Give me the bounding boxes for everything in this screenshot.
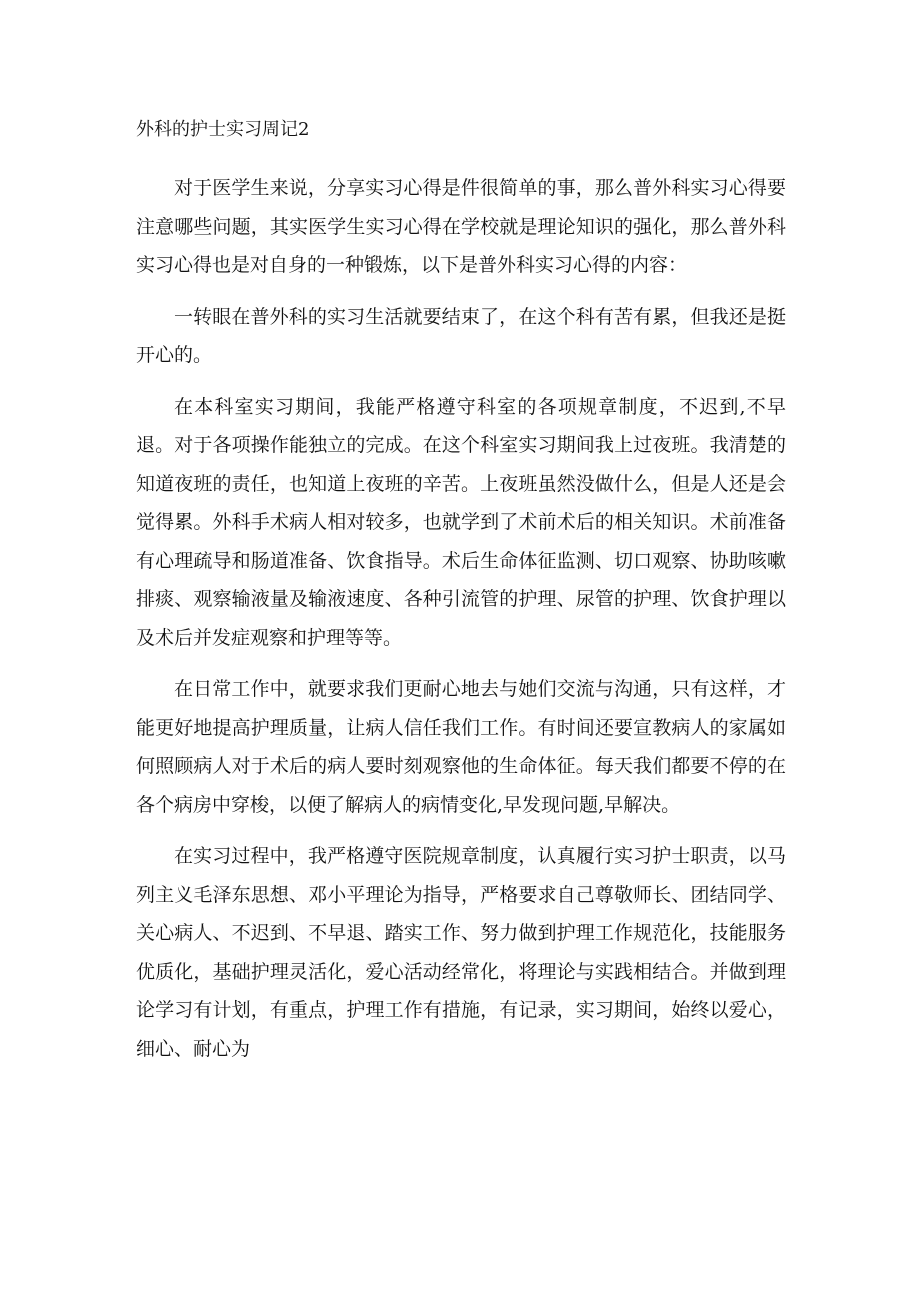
document-body bbox=[136, 115, 786, 1081]
document-title: 外科的护士实习周记2 bbox=[136, 119, 310, 140]
paragraph-opening: 一转眼在普外科的实习生活就要结束了，在这个科有苦有累，但我还是挺开心的。 bbox=[136, 305, 786, 366]
paragraph-daily-work: 在日常工作中，就要求我们更耐心地去与她们交流与沟通，只有这样，才能更好地提高护理质量，让病人信任我们工作。有时间还要宣教病人的家属如何照顾病人对于术后的病人要时刻观察他的生命体征。每天我们都要不停的在各个病房中穿梭，以便了解病人的病情变化,早发现问题,早解决。 bbox=[136, 678, 786, 816]
paragraph-intro: 对于医学生来说，分享实习心得是件很简单的事，那么普外科实习心得要注意哪些问题，其实医学生实习心得在学校就是理论知识的强化，那么普外科实习心得也是对自身的一种锻炼，以下是普外科实习心得的内容： bbox=[136, 177, 786, 276]
paragraph-department-rules: 在本科室实习期间，我能严格遵守科室的各项规章制度，不迟到,不早退。对于各项操作能独立的完成。在这个科室实习期间我上过夜班。我清楚的知道夜班的责任，也知道上夜班的辛苦。上夜班虽然没做什么，但是人还是会觉得累。外科手术病人相对较多，也就学到了术前术后的相关知识。术前准备有心理疏导和肠道准备、饮食指导。术后生命体征监测、切口观察、协助咳嗽排痰、观察输液量及输液速度、各种引流管的护理、尿管的护理、饮食护理以及术后并发症观察和护理等等。 bbox=[136, 395, 786, 649]
paragraph-internship-conduct: 在实习过程中，我严格遵守医院规章制度，认真履行实习护士职责，以马列主义毛泽东思想、邓小平理论为指导，严格要求自己尊敬师长、团结同学、关心病人、不迟到、不早退、踏实工作、努力做到护理工作规范化，技能服务优质化，基础护理灵活化，爱心活动经常化，将理论与实践相结合。并做到理论学习有计划，有重点，护理工作有措施，有记录，实习期间，始终以爱心，细心、耐心为 bbox=[136, 845, 786, 1060]
